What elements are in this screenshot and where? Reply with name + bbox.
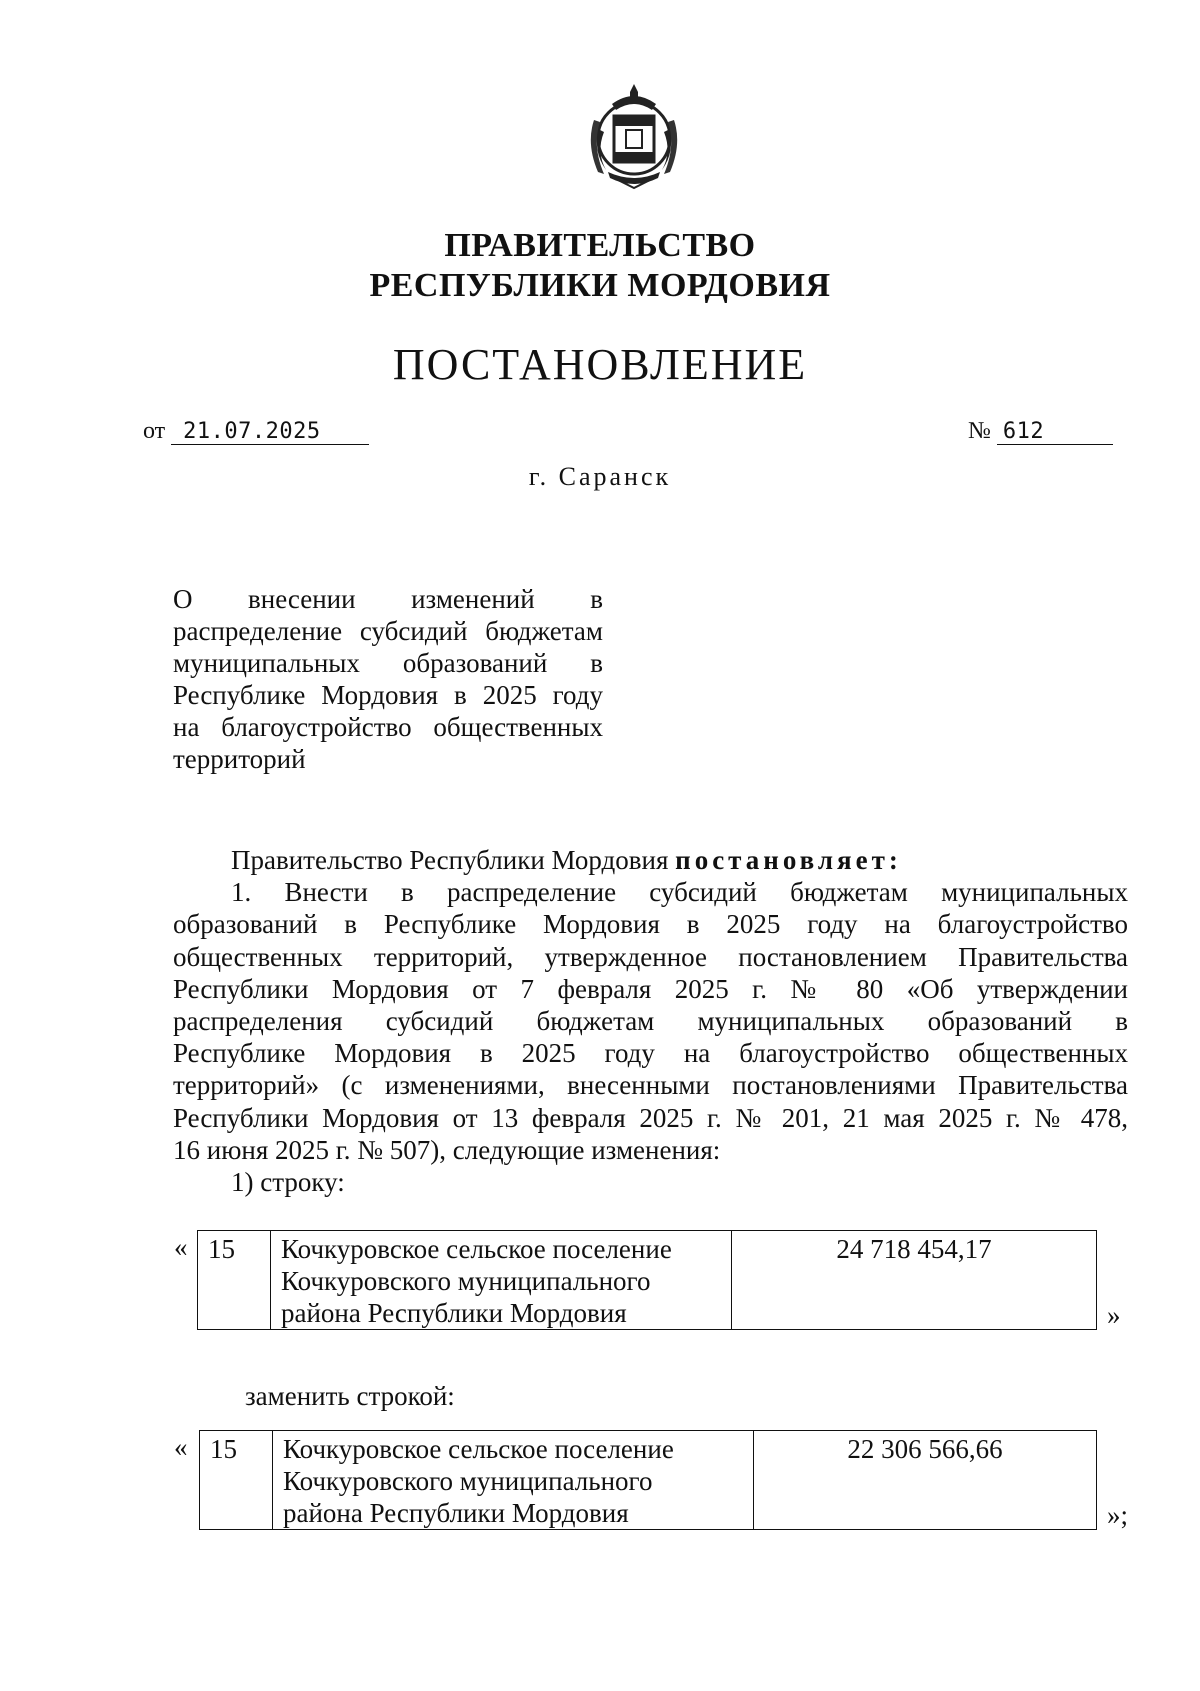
paragraph-line: 16 июня 2025 г. № 507), следующие изменения: <box>173 1134 721 1165</box>
replace-label: заменить строкой: <box>245 1381 455 1411</box>
document-type: ПОСТАНОВЛЕНИЕ <box>392 340 808 389</box>
document-date: 21.07.2025 <box>171 419 369 445</box>
paragraph-line: 1. Внести в распределение субсидий бюджетам муниципальных <box>231 877 1128 908</box>
government-name-line1: ПРАВИТЕЛЬСТВО <box>444 227 756 264</box>
municipality-line: района Республики Мордовия <box>283 1498 629 1528</box>
new-row-close-quote: »; <box>1107 1500 1129 1530</box>
row-amount: 24 718 454,17 <box>732 1231 1097 1330</box>
municipality-line: Кочкуровское сельское поселение <box>283 1434 674 1464</box>
title-line: О внесении изменений в <box>173 584 603 614</box>
paragraph-line: распределения субсидий бюджетам муниципальных образований в <box>173 1006 1128 1037</box>
document-number: 612 <box>997 419 1113 445</box>
paragraph-line: территорий» (с изменениями, внесенными постановлениями Правительства <box>173 1070 1128 1101</box>
table-row <box>198 1231 1097 1330</box>
coat-of-arms-icon <box>582 80 686 192</box>
new-row-table <box>199 1430 1097 1530</box>
number-prefix: № <box>968 418 991 444</box>
paragraph-line: образований в Республике Мордовия в 2025 году на благоустройство <box>173 909 1128 940</box>
municipality-line: Кочкуровского муниципального <box>283 1466 653 1496</box>
row-amount: 22 306 566,66 <box>754 1431 1097 1530</box>
item-label: 1) строку: <box>231 1167 345 1198</box>
intro-line <box>173 844 1128 876</box>
intro-resolves: постановляет: <box>675 845 902 875</box>
paragraph-line: общественных территорий, утвержденное постановлением Правительства <box>173 941 1128 972</box>
row-number: 15 <box>198 1231 271 1330</box>
resolution-body <box>173 844 1128 1198</box>
date-line <box>143 418 369 445</box>
row-number: 15 <box>200 1431 273 1530</box>
municipality-line: района Республики Мордовия <box>281 1298 627 1328</box>
municipality-line: Кочкуровского муниципального <box>281 1266 651 1296</box>
new-row-open-quote: « <box>174 1432 188 1462</box>
intro-prefix: Правительство Республики Мордовия <box>231 845 669 875</box>
table-row <box>200 1431 1097 1530</box>
document-title <box>173 583 603 775</box>
number-line <box>968 418 1113 445</box>
old-row-open-quote: « <box>174 1232 188 1262</box>
government-name-line2: РЕСПУБЛИКИ МОРДОВИЯ <box>369 267 831 304</box>
title-line: муниципальных образований в <box>173 648 603 678</box>
city: г. Саранск <box>528 462 672 491</box>
date-prefix: от <box>143 418 166 444</box>
old-row-table <box>197 1230 1097 1330</box>
municipality-line: Кочкуровское сельское поселение <box>281 1234 672 1264</box>
title-line: распределение субсидий бюджетам <box>173 616 603 646</box>
title-line: Республике Мордовия в 2025 году <box>173 680 603 710</box>
paragraph-line: Республики Мордовия от 13 февраля 2025 г. № 201, 21 мая 2025 г. № 478, <box>173 1102 1128 1133</box>
old-row-close-quote: » <box>1107 1300 1121 1330</box>
paragraph-line: Республики Мордовия от 7 февраля 2025 г. № 80 «Об утверждении <box>173 973 1128 1004</box>
title-line: на благоустройство общественных <box>173 712 603 742</box>
row-municipality <box>273 1431 754 1530</box>
paragraph-line: Республике Мордовия в 2025 году на благоустройство общественных <box>173 1038 1128 1069</box>
title-line: территорий <box>173 744 306 774</box>
row-municipality <box>271 1231 732 1330</box>
